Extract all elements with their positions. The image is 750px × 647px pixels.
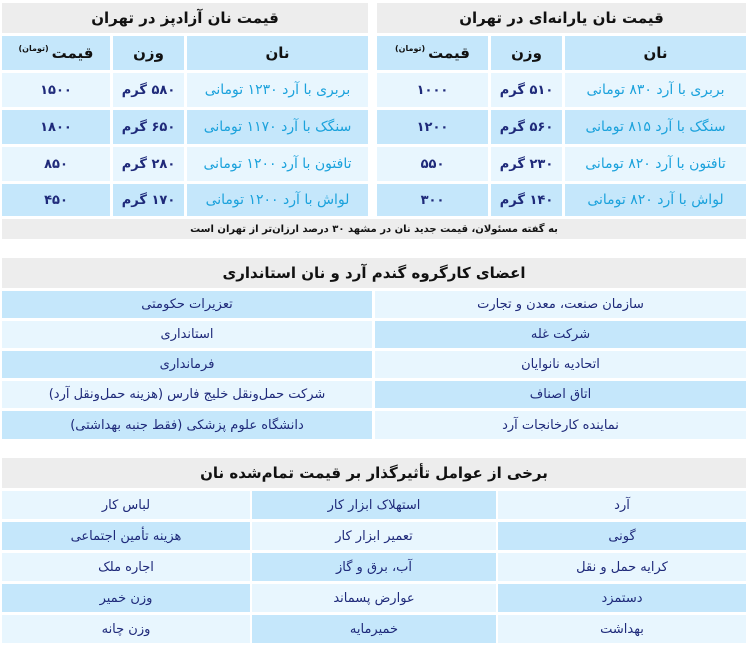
factors-title: برخی از عوامل تأثیرگذار بر قیمت تمام‌شده نان (2, 458, 746, 488)
factor-cell: وزن خمیر (2, 584, 250, 612)
table-cell-bread: سنگک با آرد ۱۱۷۰ تومانی (187, 110, 368, 144)
table-cell-price: ۳۰۰ (377, 184, 488, 216)
table-cell-bread: سنگک با آرد ۸۱۵ تومانی (565, 110, 746, 144)
table-cell-bread: لواش با آرد ۱۲۰۰ تومانی (187, 184, 368, 216)
member-cell: شرکت غله (375, 321, 746, 348)
member-cell: اتاق اصناف (375, 381, 746, 408)
header-price-unit: (تومان) (395, 43, 426, 53)
table-cell-weight: ۵۸۰ گرم (113, 73, 184, 107)
table-cell-price: ۱۵۰۰ (2, 73, 110, 107)
factor-cell: کرایه حمل و نقل (498, 553, 746, 581)
footnote: به گفته مسئولان، قیمت جدید نان در مشهد ۳۰ درصد ارزان‌تر از تهران است (2, 219, 746, 239)
table-cell-weight: ۵۶۰ گرم (491, 110, 562, 144)
table-cell-price: ۱۰۰۰ (377, 73, 488, 107)
header-weight: وزن (113, 36, 184, 70)
member-cell: دانشگاه علوم پزشکی (فقط جنبه بهداشتی) (2, 411, 372, 439)
header-bread: نان (187, 36, 368, 70)
header-price-unit: (تومان) (18, 43, 49, 53)
working-group-title: اعضای کارگروه گندم آرد و نان استانداری (2, 258, 746, 288)
table-cell-bread: لواش با آرد ۸۲۰ تومانی (565, 184, 746, 216)
table-cell-weight: ۱۷۰ گرم (113, 184, 184, 216)
table-cell-bread: بربری با آرد ۸۳۰ تومانی (565, 73, 746, 107)
header-weight: وزن (491, 36, 562, 70)
member-cell: شرکت حمل‌ونقل خلیج فارس (هزینه حمل‌ونقل آرد) (2, 381, 372, 408)
table-cell-bread: تافتون با آرد ۱۲۰۰ تومانی (187, 147, 368, 181)
factor-cell: بهداشت (498, 615, 746, 643)
subsidized-table-title: قیمت نان یارانه‌ای در تهران (377, 3, 746, 33)
table-cell-weight: ۶۵۰ گرم (113, 110, 184, 144)
table-cell-bread: بربری با آرد ۱۲۳۰ تومانی (187, 73, 368, 107)
table-cell-price: ۱۸۰۰ (2, 110, 110, 144)
header-price-label: قیمت (51, 44, 94, 62)
factor-cell: لباس کار (2, 491, 250, 519)
header-bread: نان (565, 36, 746, 70)
table-cell-price: ۱۲۰۰ (377, 110, 488, 144)
member-cell: نماینده کارخانجات آرد (375, 411, 746, 439)
factor-cell: آب، برق و گاز (252, 553, 496, 581)
factor-cell: استهلاک ابزار کار (252, 491, 496, 519)
member-cell: اتحادیه نانوایان (375, 351, 746, 378)
table-cell-weight: ۱۴۰ گرم (491, 184, 562, 216)
factor-cell: گونی (498, 522, 746, 550)
table-cell-weight: ۵۱۰ گرم (491, 73, 562, 107)
table-cell-price: ۴۵۰ (2, 184, 110, 216)
table-cell-weight: ۲۸۰ گرم (113, 147, 184, 181)
header-price (377, 36, 488, 70)
factor-cell: وزن چانه (2, 615, 250, 643)
factor-cell: آرد (498, 491, 746, 519)
header-price-label: قیمت (428, 44, 471, 62)
factor-cell: خمیرمایه (252, 615, 496, 643)
factor-cell: دستمزد (498, 584, 746, 612)
member-cell: تعزیرات حکومتی (2, 291, 372, 318)
table-cell-price: ۸۵۰ (2, 147, 110, 181)
factor-cell: عوارض پسماند (252, 584, 496, 612)
table-cell-price: ۵۵۰ (377, 147, 488, 181)
table-cell-bread: تافتون با آرد ۸۲۰ تومانی (565, 147, 746, 181)
factor-cell: هزینه تأمین اجتماعی (2, 522, 250, 550)
member-cell: استانداری (2, 321, 372, 348)
header-price (2, 36, 110, 70)
factor-cell: تعمیر ابزار کار (252, 522, 496, 550)
member-cell: سازمان صنعت، معدن و تجارت (375, 291, 746, 318)
free-table-title: قیمت نان آزادپز در تهران (2, 3, 368, 33)
table-cell-weight: ۲۳۰ گرم (491, 147, 562, 181)
member-cell: فرمانداری (2, 351, 372, 378)
factor-cell: اجاره ملک (2, 553, 250, 581)
